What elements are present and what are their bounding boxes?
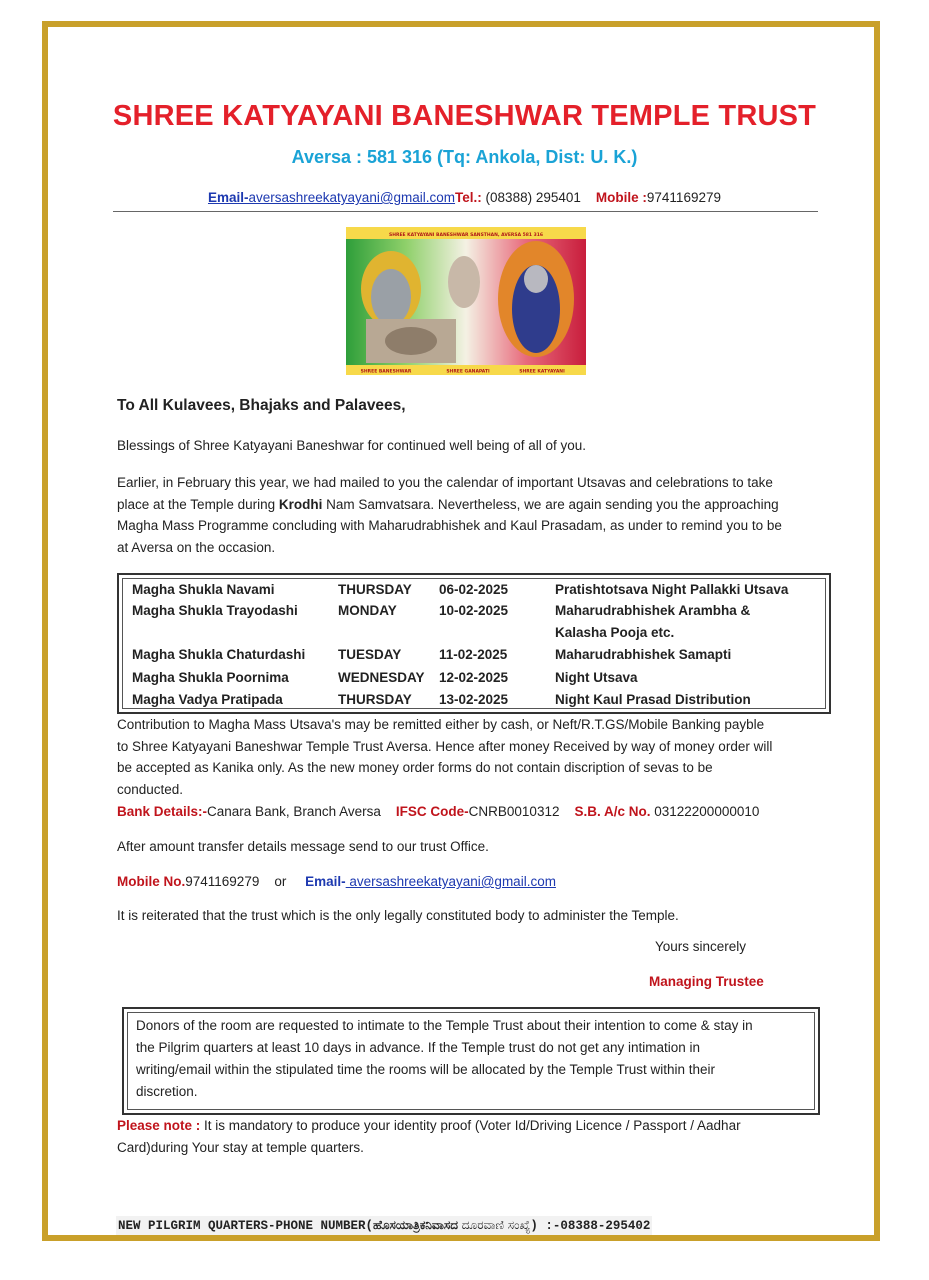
contribution-line-1: Contribution to Magha Mass Utsava's may be remitted either by cash, or Neft/R.T.GS/Mobile Banking payble xyxy=(117,717,765,732)
yours-sincerely: Yours sincerely xyxy=(655,939,747,954)
day-cell: MONDAY xyxy=(338,603,397,618)
event-cell: Night Utsava xyxy=(555,670,638,685)
contact-line xyxy=(0,190,929,205)
tithi-cell: Magha Vadya Pratipada xyxy=(132,692,283,707)
event-cell-continued: Kalasha Pooja etc. xyxy=(555,625,675,640)
date-cell: 10-02-2025 xyxy=(439,603,509,618)
intro-line-2 xyxy=(117,494,822,516)
donors-note-line-2: the Pilgrim quarters at least 10 days in advance. If the Temple trust do not get any intimation in xyxy=(136,1040,701,1055)
email-link[interactable]: aversashreekatyayani@gmail.com xyxy=(248,190,456,205)
tel-label: Tel.: xyxy=(455,190,482,205)
pilgrim-phone-footer xyxy=(116,1216,652,1235)
mobile-no-value: 9741169279 xyxy=(185,874,260,889)
date-cell: 11-02-2025 xyxy=(439,647,508,662)
tel-number: (08388) 295401 xyxy=(481,190,581,205)
bank-value: Canara Bank, Branch Aversa xyxy=(207,804,381,819)
day-cell: THURSDAY xyxy=(338,692,412,707)
photo-caption-baneshwar: SHREE BANESHWAR xyxy=(360,369,412,375)
account-label: S.B. A/c No. xyxy=(574,804,651,819)
deity-photo xyxy=(346,227,586,375)
tithi-cell: Magha Shukla Poornima xyxy=(132,670,289,685)
bank-details xyxy=(117,801,822,823)
footer-suffix: ) :-08388-295402 xyxy=(530,1219,651,1233)
contribution-line-4: conducted. xyxy=(117,781,184,797)
ifsc-code: CNRB0010312 xyxy=(468,804,560,819)
day-cell: TUESDAY xyxy=(338,647,402,662)
photo-banner-text: SHREE KATYAYANI BANESHWAR SANSTHAN, AVERSA 581 316 xyxy=(388,233,544,238)
intro-line-4: at Aversa on the occasion. xyxy=(117,539,276,555)
intro-line-1: Earlier, in February this year, we had mailed to you the calendar of important Utsavas and celebrations to take xyxy=(117,475,773,490)
intro-line-2c: Nam Samvatsara. Nevertheless, we are again sending you the approaching xyxy=(322,496,779,512)
date-cell: 06-02-2025 xyxy=(439,582,509,597)
donors-note-box xyxy=(122,1007,820,1115)
date-cell: 12-02-2025 xyxy=(439,670,509,685)
donors-note-line-4: discretion. xyxy=(136,1084,198,1099)
tithi-cell: Magha Shukla Trayodashi xyxy=(132,603,298,618)
event-cell: Night Kaul Prasad Distribution xyxy=(555,692,751,707)
mobile-label: Mobile : xyxy=(595,190,647,205)
email2-link[interactable]: aversashreekatyayani@gmail.com xyxy=(345,874,556,889)
contribution-paragraph xyxy=(117,714,829,800)
tithi-cell: Magha Shukla Chaturdashi xyxy=(132,647,306,662)
please-note-text: It is mandatory to produce your identity proof (Voter Id/Driving Licence / Passport / Aadhar xyxy=(204,1118,741,1133)
account-number: 03122200000010 xyxy=(650,804,760,819)
ifsc-label: IFSC Code- xyxy=(395,804,469,819)
footer-prefix: NEW PILGRIM QUARTERS-PHONE NUMBER( xyxy=(118,1219,374,1233)
donors-note-line-1: Donors of the room are requested to intimate to the Temple Trust about their intention to come & stay in xyxy=(136,1018,753,1033)
or-text: or xyxy=(274,874,287,889)
event-cell: Maharudrabhishek Arambha & xyxy=(555,603,751,618)
header-divider xyxy=(113,211,818,212)
samvatsara-name: Krodhi xyxy=(278,496,323,512)
intro-line-2a: place at the Temple during xyxy=(117,496,279,512)
photo-caption-ganapati: SHREE GANAPATI xyxy=(446,369,490,375)
date-cell: 13-02-2025 xyxy=(439,692,509,707)
contribution-line-2: to Shree Katyayani Baneshwar Temple Trust Aversa. Hence after money Received by way of money order will xyxy=(117,738,773,754)
event-cell: Pratishtotsava Night Pallakki Utsava xyxy=(555,582,789,597)
intro-paragraph xyxy=(117,472,822,558)
mobile-no-label: Mobile No. xyxy=(117,874,186,889)
reiterate-line: It is reiterated that the trust which is the only legally constituted body to administer the Temple. xyxy=(117,908,679,923)
schedule-table-inner xyxy=(122,578,826,709)
day-cell: THURSDAY xyxy=(338,582,412,597)
schedule-table xyxy=(117,573,831,714)
bank-label: Bank Details:- xyxy=(117,804,208,819)
tithi-cell: Magha Shukla Navami xyxy=(132,582,275,597)
trust-address: Aversa : 581 316 (Tq: Ankola, Dist: U. K.) xyxy=(291,147,638,167)
photo-caption-katyayani: SHREE KATYAYANI xyxy=(519,369,565,375)
after-transfer-line: After amount transfer details message send to our trust Office. xyxy=(117,839,489,854)
email-label: Email- xyxy=(207,190,249,205)
contact-details xyxy=(117,871,822,893)
donors-note-text xyxy=(127,1012,815,1110)
signatory: Managing Trustee xyxy=(649,974,764,989)
day-cell: WEDNESDAY xyxy=(338,670,425,685)
mobile-number: 9741169279 xyxy=(646,190,721,205)
footer-kannada-1: ಹೊಸಯಾತ್ರಿಕನಿವಾಸದ xyxy=(373,1218,458,1232)
intro-line-3: Magha Mass Programme concluding with Maharudrabhishek and Kaul Prasadam, as under to remind you to be xyxy=(117,518,782,533)
please-note-line-2: Card)during Your stay at temple quarters. xyxy=(117,1139,364,1155)
please-note-line-1 xyxy=(117,1115,822,1137)
contribution-line-3: be accepted as Kanika only. As the new money order forms do not contain discription of sevas to be xyxy=(117,760,713,775)
please-note-label: Please note : xyxy=(117,1118,205,1133)
email2-label: Email- xyxy=(305,874,346,889)
greeting: To All Kulavees, Bhajaks and Palavees, xyxy=(117,397,406,414)
event-cell: Maharudrabhishek Samapti xyxy=(555,647,732,662)
deity-illustration xyxy=(346,227,586,375)
blessing-line: Blessings of Shree Katyayani Baneshwar for continued well being of all of you. xyxy=(117,438,587,453)
footer-kannada-2: ದೂರವಾಣಿ ಸಂಖ್ಯೆ xyxy=(457,1218,531,1232)
trust-title: SHREE KATYAYANI BANESHWAR TEMPLE TRUST xyxy=(112,100,817,132)
donors-note-line-3: writing/email within the stipulated time the rooms will be allocated by the Temple Trust within their xyxy=(136,1062,716,1077)
please-note xyxy=(117,1115,822,1158)
